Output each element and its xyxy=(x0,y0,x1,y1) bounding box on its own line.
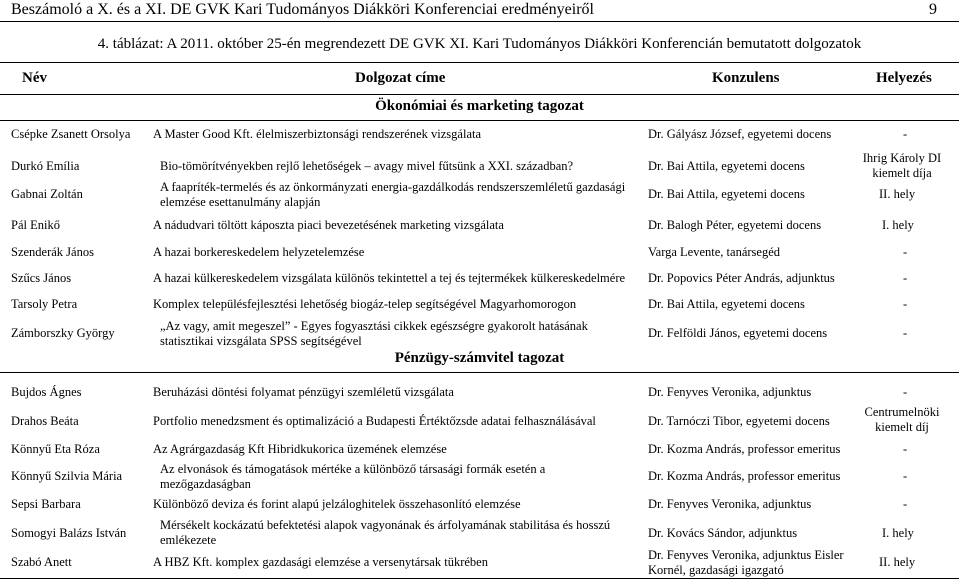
row-name: Drahos Beáta xyxy=(11,414,79,428)
row-title: Bio-tömörítvényekben rejlő lehetőségek – avagy mivel fűtsünk a XXI. században? xyxy=(160,159,574,173)
section-title-finance: Pénzügy-számvitel tagozat xyxy=(394,350,565,366)
row-name: Szenderák János xyxy=(11,245,94,259)
row-name: Könnyű Szilvia Mária xyxy=(11,469,123,483)
table-caption: 4. táblázat: A 2011. október 25-én megrendezett DE GVK XI. Kari Tudományos Diákköri Konferencián bemutatott dolgozatok xyxy=(97,36,862,52)
row-advisor: Dr. Popovics Péter András, adjunktus xyxy=(648,271,835,285)
row-title: A Master Good Kft. élelmiszerbiztonsági rendszerének vizsgálata xyxy=(153,127,482,141)
row-name: Sepsi Barbara xyxy=(11,497,81,511)
row-title: A nádudvari töltött káposzta piaci bevezetésének marketing vizsgálata xyxy=(153,218,504,232)
row-title: Az Agrárgazdaság Kft Hibridkukorica üzemének elemzése xyxy=(153,442,447,456)
section-divider xyxy=(0,372,959,373)
row-name: Somogyi Balázs István xyxy=(11,526,127,540)
row-placement: I. hely xyxy=(882,526,914,540)
row-advisor: Dr. Fenyves Veronika, adjunktus xyxy=(648,385,812,399)
row-placement: - xyxy=(903,326,908,340)
row-placement: II. hely xyxy=(879,187,916,201)
row-placement: Centrumelnöki kiemelt díj xyxy=(864,405,940,434)
header-divider xyxy=(0,94,959,95)
row-placement: - xyxy=(903,245,908,259)
row-placement: Ihrig Károly DI kiemelt díja xyxy=(862,151,942,180)
row-advisor: Dr. Fenyves Veronika, adjunktus Eisler Kornél, gazdasági igazgató xyxy=(648,548,844,577)
row-advisor: Dr. Balogh Péter, egyetemi docens xyxy=(648,218,822,232)
row-title: A HBZ Kft. komplex gazdasági elemzése a versenytársak tükrében xyxy=(153,555,488,569)
row-placement: - xyxy=(903,469,908,483)
row-advisor: Varga Levente, tanársegéd xyxy=(648,245,780,259)
row-advisor: Dr. Bai Attila, egyetemi docens xyxy=(648,159,805,173)
column-header-placement: Helyezés xyxy=(876,70,932,86)
page-header xyxy=(0,0,959,22)
table-top-border xyxy=(0,62,959,63)
row-title: Portfolio menedzsment és optimalizáció a Budapesti Értéktőzsde adatai felhasználásával xyxy=(153,414,596,428)
row-placement: - xyxy=(903,127,908,141)
row-placement: - xyxy=(903,297,908,311)
section-title-economics: Ökonómiai és marketing tagozat xyxy=(375,98,584,114)
row-name: Csépke Zsanett Orsolya xyxy=(11,127,131,141)
row-advisor: Dr. Kovács Sándor, adjunktus xyxy=(648,526,798,540)
row-advisor: Dr. Tarnóczi Tibor, egyetemi docens xyxy=(648,414,830,428)
row-name: Szűcs János xyxy=(11,271,72,285)
row-title: A faapríték-termelés és az önkormányzati energia-gazdálkodás rendszerszemléletű gazdasági elemzése esettanulmány alapján xyxy=(160,180,626,209)
row-advisor: Dr. Kozma András, professor emeritus xyxy=(648,469,841,483)
row-title: A hazai külkereskedelem vizsgálata különös tekintettel a tej és tejtermékek külkereskedelmére xyxy=(153,271,626,285)
section-divider xyxy=(0,120,959,121)
row-name: Könnyű Eta Róza xyxy=(11,442,100,456)
row-name: Bujdos Ágnes xyxy=(11,385,82,399)
row-title: A hazai borkereskedelem helyzetelemzése xyxy=(153,245,365,259)
row-advisor: Dr. Bai Attila, egyetemi docens xyxy=(648,187,805,201)
row-placement: - xyxy=(903,497,908,511)
row-placement: - xyxy=(903,271,908,285)
table-bottom-border xyxy=(0,578,959,579)
row-advisor: Dr. Kozma András, professor emeritus xyxy=(648,442,841,456)
row-name: Szabó Anett xyxy=(11,555,72,569)
row-placement: II. hely xyxy=(879,555,916,569)
row-placement: - xyxy=(903,442,908,456)
row-title: „Az vagy, amit megeszel” - Egyes fogyasztási cikkek egészségre gyakorolt hatásának statisztikai vizsgálata SPSS segítségével xyxy=(160,319,588,348)
row-placement: - xyxy=(903,385,908,399)
column-header-name: Név xyxy=(22,70,47,86)
page-number: 9 xyxy=(929,1,937,18)
row-title: Az elvonások és támogatások mértéke a különböző társasági formák esetén a mezőgazdaságban xyxy=(160,462,546,491)
row-title: Beruházási döntési folyamat pénzügyi szemléletű vizsgálata xyxy=(153,385,454,399)
row-advisor: Dr. Gályász József, egyetemi docens xyxy=(648,127,832,141)
row-name: Gabnai Zoltán xyxy=(11,187,83,201)
row-name: Zámborszky György xyxy=(11,326,115,340)
column-header-title: Dolgozat címe xyxy=(355,70,446,86)
row-advisor: Dr. Bai Attila, egyetemi docens xyxy=(648,297,805,311)
row-name: Pál Enikő xyxy=(11,218,60,232)
row-placement: I. hely xyxy=(882,218,914,232)
row-advisor: Dr. Fenyves Veronika, adjunktus xyxy=(648,497,812,511)
row-name: Durkó Emília xyxy=(11,159,80,173)
row-title: Különböző deviza és forint alapú jelzáloghitelek összehasonlító elemzése xyxy=(153,497,521,511)
row-title: Komplex településfejlesztési lehetőség biogáz-telep segítségével Magyarhomorogon xyxy=(153,297,577,311)
row-advisor: Dr. Felföldi János, egyetemi docens xyxy=(648,326,828,340)
row-title: Mérsékelt kockázatú befektetési alapok vagyonának és árfolyamának stabilitása és hosszú emlékezete xyxy=(160,518,611,547)
column-header-advisor: Konzulens xyxy=(712,70,780,86)
document-title: Beszámoló a X. és a XI. DE GVK Kari Tudományos Diákköri Konferenciai eredményeiről xyxy=(11,1,594,18)
row-name: Tarsoly Petra xyxy=(11,297,78,311)
